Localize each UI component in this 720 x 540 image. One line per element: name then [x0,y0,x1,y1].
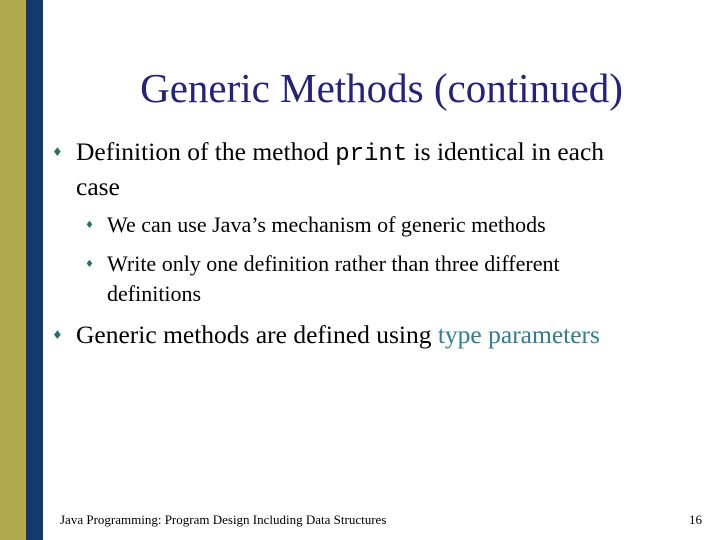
bullet-1-text-after: is identical in each [407,137,605,166]
footer-course-title: Java Programming: Program Design Including Data Structures [60,512,387,527]
sub-bullet-2-line-1 [85,247,560,281]
bullet-2-text-before: Generic methods are defined using [76,320,438,349]
sub-bullet-2-text: Write only one definition rather than three different [107,251,560,276]
bullet-1-line-2: case [76,172,120,201]
bullet-1-code: print [335,141,408,168]
bullet-1-text-before: Definition of the method [76,137,336,166]
sub-bullet-2-line-2: definitions [107,281,202,306]
diamond-bullet-icon: ♦ [85,259,94,270]
sub-bullet-1-text: We can use Java’s mechanism of generic methods [107,212,546,237]
sub-bullet-1 [85,208,546,242]
diamond-bullet-icon: ♦ [52,328,63,342]
diamond-bullet-icon: ♦ [85,220,94,231]
bullet-2-highlight: type parameters [437,320,600,349]
footer-page-number: 16 [689,512,702,527]
slide-title: Generic Methods (continued) [140,65,623,111]
diamond-bullet-icon: ♦ [52,145,63,159]
bullet-1-line-1 [52,134,605,172]
bullet-2 [52,317,600,352]
